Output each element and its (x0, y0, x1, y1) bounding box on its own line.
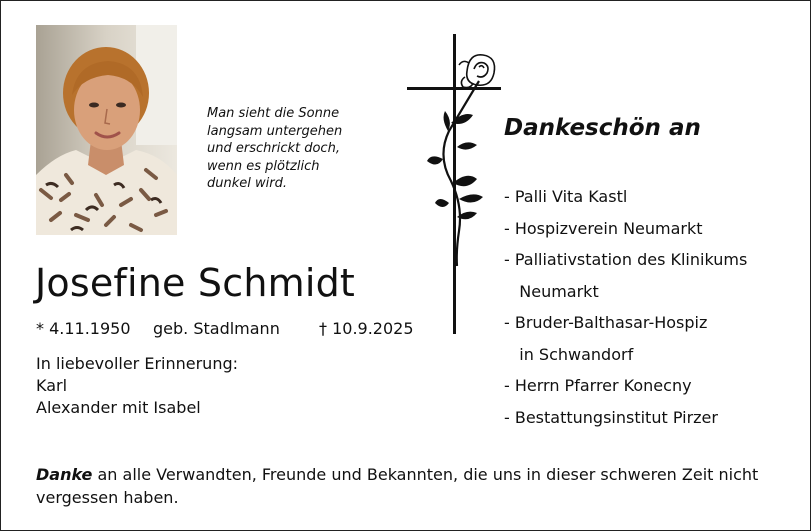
closing-thanks (36, 463, 776, 509)
birth-date: * 4.11.1950 (36, 319, 131, 338)
thanks-item: in Schwandorf (504, 344, 634, 364)
poem-line: dunkel wird. (207, 176, 287, 191)
poem-line: und erschrickt doch, (207, 141, 340, 156)
thanks-list (504, 181, 747, 433)
poem-line: langsam untergehen (207, 123, 343, 139)
poem-line: Man sieht die Sonne (207, 106, 340, 121)
deceased-name: Josefine Schmidt (35, 261, 356, 305)
closing-thanks-text: an alle Verwandten, Freunde und Bekannten, die uns in dieser schweren Zeit nicht vergessen haben. (36, 465, 759, 507)
closing-thanks-lead: Danke (36, 465, 93, 484)
thanks-item: - Hospizverein Neumarkt (504, 218, 703, 238)
death-date: † 10.9.2025 (319, 319, 414, 338)
thanks-heading: Dankeschön an (504, 115, 701, 141)
maiden-name: geb. Stadlmann (153, 319, 280, 338)
mourner-name: Alexander mit Isabel (36, 398, 201, 417)
mourner-name: Karl (36, 376, 68, 395)
thanks-item: - Bestattungsinstitut Pirzer (504, 407, 718, 427)
memory-heading: In liebevoller Erinnerung: (36, 354, 238, 373)
poem-line: wenn es plötzlich (207, 158, 320, 174)
cross-rose-icon (401, 31, 511, 336)
thanks-item: - Herrn Pfarrer Konecny (504, 376, 692, 395)
portrait-photo (36, 25, 177, 235)
thanks-item: Neumarkt (504, 281, 599, 301)
thanks-item: - Palli Vita Kastl (504, 187, 628, 206)
poem (207, 105, 387, 193)
memory-section (36, 353, 238, 419)
thanks-item: - Bruder-Balthasar-Hospiz (504, 313, 708, 332)
thanks-item: - Palliativstation des Klinikums (504, 250, 748, 269)
